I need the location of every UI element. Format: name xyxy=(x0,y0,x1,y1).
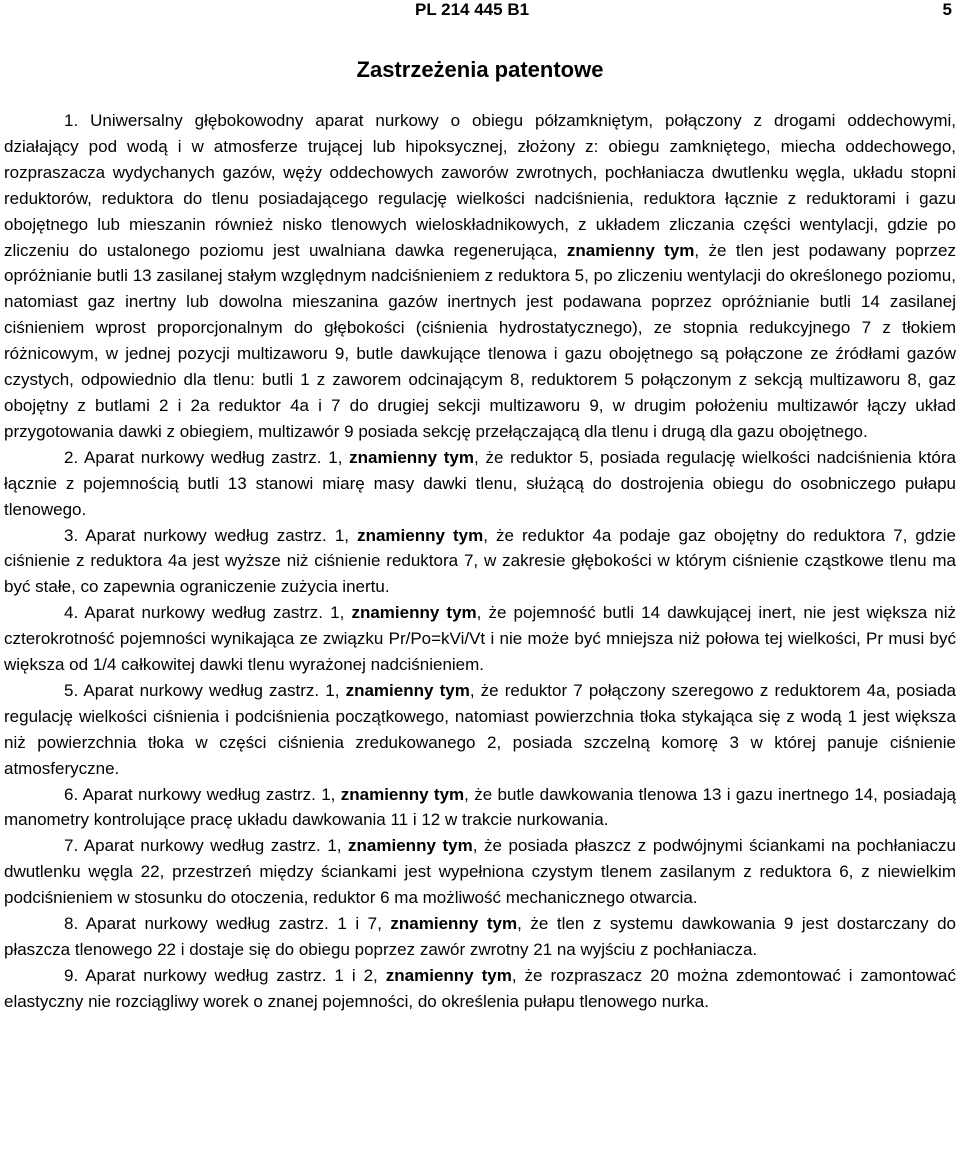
claim-1 xyxy=(4,108,956,445)
claim-1-text-end: , że tlen jest podawany poprzez opróżnianie butli 13 zasilanej stałym względnym nadciśnieniem z reduktora 5, po zliczeniu wentylacji do określonego poziomu, natomiast gaz inertny lub dowolna mieszanina gazów inertnych jest podawana poprzez opróżnianie butli 14 zasilanej ciśnieniem wprost proporcjonalnym do głębokości (ciśnienia hydrostatycznego), ze stopnia redukcyjnego 7 z tłokiem różnicowym, w jednej pozycji multizaworu 9, butle dawkujące tlenowa i gazu obojętnego są połączone ze źródłami gazów czystych, odpowiednio dla tlenu: butli 1 z zaworem odcinającym 8, reduktorem 5 połączonym z sekcją multizaworu 8, gaz obojętny z butlami 2 i 2a reduktor 4a i 7 do drugiej sekcji multizaworu 9, w drugim położeniu multizawór łączy układ przygotowania dawki z obiegiem, multizawór 9 posiada sekcję przełączającą dla tlenu i drugą dla gazu obojętnego. xyxy=(4,240,956,441)
claims-list xyxy=(4,108,956,1015)
claim-6-text-start: 6. Aparat nurkowy według zastrz. 1, xyxy=(64,784,341,804)
page-number: 5 xyxy=(942,0,952,19)
claim-7-text-start: 7. Aparat nurkowy według zastrz. 1, xyxy=(64,836,349,856)
claim-1-keyword: znamienny tym xyxy=(566,240,695,260)
page-header xyxy=(0,0,960,26)
claim-6-text-end: , że butle dawkowania tlenowa 13 i gazu inertnego 14, posiadają manometry kontrolujące pracę układu dawkowania 11 i 12 w trakcie nurkowania. xyxy=(4,784,957,830)
claim-8-text-start: 8. Aparat nurkowy według zastrz. 1 i 7, xyxy=(64,914,391,934)
claim-1-text-start: 1. Uniwersalny głębokowodny aparat nurkowy o obiegu półzamkniętym, połączony z drogami oddechowymi, działający pod wodą i w atmosferze trującej lub hipoksycznej, złożony z: obiegu zamkniętego, miecha oddechowego, rozpraszacza wydychanych gazów, węży oddechowych zaworów zwrotnych, pochłaniacza dwutlenku węgla, układu stopni reduktorów, reduktora do tlenu posiadającego regulację wielkości nadciśnienia, reduktora łącznie z reduktorami i gazu obojętnego lub mieszanin również nisko tlenowych wieloskładnikowych, z układem zliczania części wentylacji, gdzie po zliczeniu do ustalonego poziomu jest uwalniana dawka regenerująca, xyxy=(4,111,956,260)
claim-6-keyword: znamienny tym xyxy=(340,784,465,804)
claim-4-text-end: , że pojemność butli 14 dawkującej inert, nie jest większa niż czterokrotność pojemności wynikająca ze związku Pr/Po=kVi/Vt i nie może być mniejsza niż połowa tej wielkości, Pr musi być większa od 1/4 całkowitej dawki tlenu wyrażonej nadciśnieniem. xyxy=(4,603,956,675)
section-title: Zastrzeżenia patentowe xyxy=(356,57,604,82)
claim-7 xyxy=(4,833,956,911)
claim-2 xyxy=(4,445,956,523)
claim-8-text-end: , że tlen z systemu dawkowania 9 jest dostarczany do płaszcza tlenowego 22 i dostaje się do obiegu poprzez zawór zwrotny 21 na wyjściu z pochłaniacza. xyxy=(4,914,956,959)
claim-7-text-end: , że posiada płaszcz z podwójnymi ściankami na pochłaniaczu dwutlenku węgla 22, przestrzeń między ściankami jest wypełniona czystym tlenem zasilanym z reduktora 6, z niewielkim podciśnieniem w stosunku do otoczenia, reduktor 6 ma możliwość mechanicznego otwarcia. xyxy=(4,836,956,908)
claim-3-text-start: 3. Aparat nurkowy według zastrz. 1, xyxy=(64,525,358,545)
claim-4-text-start: 4. Aparat nurkowy według zastrz. 1, xyxy=(64,603,352,623)
claim-2-keyword: znamienny tym xyxy=(349,447,474,467)
claim-9-text-start: 9. Aparat nurkowy według zastrz. 1 i 2, xyxy=(64,965,386,985)
claim-2-text-start: 2. Aparat nurkowy według zastrz. 1, xyxy=(64,447,350,467)
claim-5-keyword: znamienny tym xyxy=(345,680,470,700)
claim-4-keyword: znamienny tym xyxy=(351,603,477,623)
claim-4 xyxy=(4,600,956,678)
claim-8-keyword: znamienny tym xyxy=(390,914,518,934)
claim-2-text-end: , że reduktor 5, posiada regulację wielkości nadciśnienia która łącznie z pojemnością butli 13 stanowi miarę masy dawki tlenu, służącą do dostrojenia obiegu do osobniczego pułapu tlenowego. xyxy=(4,447,956,519)
claim-9-text-end: , że rozpraszacz 20 można zdemontować i zamontować elastyczny nie rozciągliwy worek o znanej pojemności, do określenia pułapu tlenowego nurka. xyxy=(4,965,956,1011)
claim-3 xyxy=(4,523,956,601)
claim-3-keyword: znamienny tym xyxy=(357,525,484,545)
claim-5-text-end: , że reduktor 7 połączony szeregowo z reduktorem 4a, posiada regulację wielkości ciśnienia i podciśnienia początkowego, natomiast powierzchnia tłoka stykająca się z wodą 1 jest większa niż powierzchnia tłoka w części ciśnienia zredukowanego 2, posiada szczelną komorę 3 w której panuje ciśnienie atmosferyczne. xyxy=(4,680,956,778)
claim-9-keyword: znamienny tym xyxy=(385,965,512,985)
claim-5 xyxy=(4,678,956,782)
claim-8 xyxy=(4,911,956,963)
claim-6 xyxy=(4,782,956,834)
claim-7-keyword: znamienny tym xyxy=(348,836,473,856)
publication-number: PL 214 445 B1 xyxy=(415,0,530,19)
claim-3-text-end: , że reduktor 4a podaje gaz obojętny do reduktora 7, gdzie ciśnienie z reduktora 4a jest wyższe niż ciśnienie reduktora 7, w zakresie głębokości w którym ciśnienie cząstkowe tlenu ma być stałe, co zapewnia ograniczenie zużycia inertu. xyxy=(4,525,957,597)
claim-9 xyxy=(4,963,956,1015)
claim-5-text-start: 5. Aparat nurkowy według zastrz. 1, xyxy=(64,680,346,700)
